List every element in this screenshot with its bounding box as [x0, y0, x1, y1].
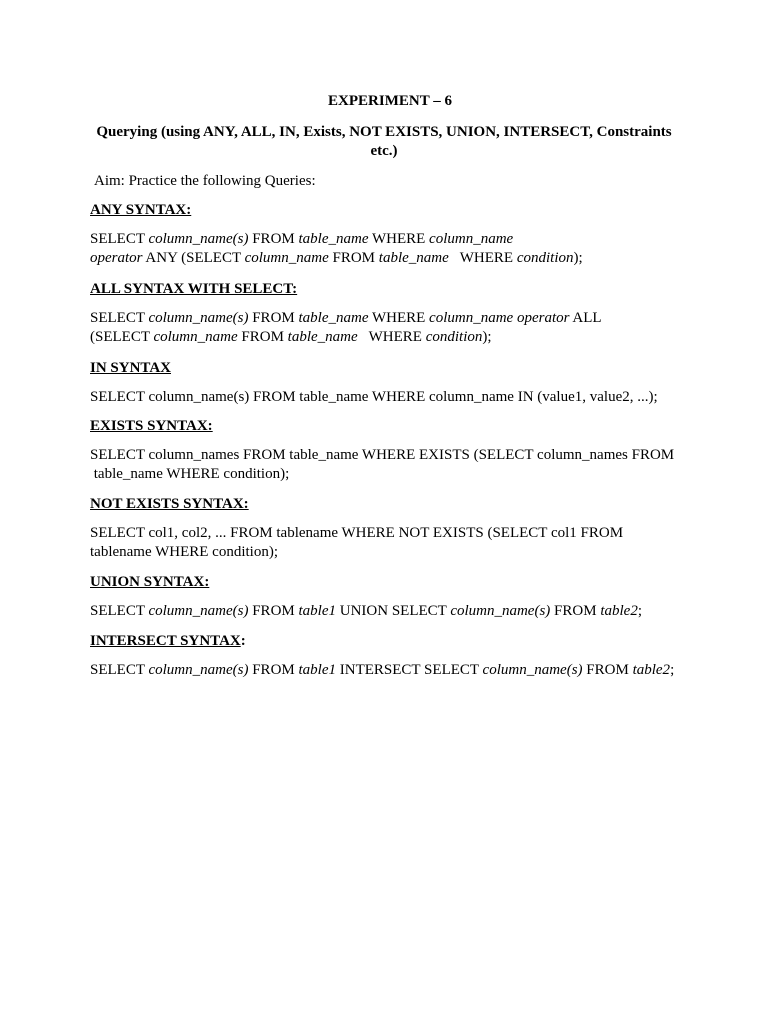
exists-syntax-heading: EXISTS SYNTAX: — [90, 418, 213, 434]
all-line-2: (SELECT column_name FROM table_name WHERE condition); — [90, 329, 492, 345]
not-exists-line-2: tablename WHERE condition); — [90, 544, 279, 560]
union-syntax-heading: UNION SYNTAX: — [90, 574, 210, 590]
all-syntax-heading: ALL SYNTAX WITH SELECT: — [90, 281, 298, 297]
in-syntax-code: SELECT column_name(s) FROM table_name WHERE column_name IN (value1, value2, ...); — [90, 389, 658, 405]
aim-text: Aim: Practice the following Queries: — [94, 173, 316, 189]
all-syntax-code — [90, 309, 690, 347]
in-syntax-heading: IN SYNTAX — [90, 360, 171, 376]
not-exists-syntax-heading: NOT EXISTS SYNTAX: — [90, 496, 249, 512]
intersect-syntax-code: SELECT column_name(s) FROM table1 INTERSECT SELECT column_name(s) FROM table2; — [90, 662, 675, 678]
any-syntax-code — [90, 230, 690, 268]
all-line-1: SELECT column_name(s) FROM table_name WHERE column_name operator ALL — [90, 310, 602, 326]
not-exists-syntax-code — [90, 524, 690, 562]
experiment-title: EXPERIMENT – 6 — [328, 93, 452, 109]
subtitle-line-1: Querying (using ANY, ALL, IN, Exists, NOT EXISTS, UNION, INTERSECT, Constraints — [96, 124, 672, 140]
union-syntax-code: SELECT column_name(s) FROM table1 UNION SELECT column_name(s) FROM table2; — [90, 603, 642, 619]
experiment-subtitle — [80, 123, 688, 161]
exists-line-1: SELECT column_names FROM table_name WHERE EXISTS (SELECT column_names FROM — [90, 447, 675, 463]
exists-syntax-code — [90, 446, 690, 484]
exists-line-2: table_name WHERE condition); — [90, 466, 290, 482]
any-line-1: SELECT column_name(s) FROM table_name WHERE column_name — [90, 231, 514, 247]
intersect-syntax-heading: INTERSECT SYNTAX: — [90, 633, 246, 649]
any-line-2: operator ANY (SELECT column_name FROM table_name WHERE condition); — [90, 250, 583, 266]
subtitle-line-2: etc.) — [370, 143, 398, 159]
any-syntax-heading: ANY SYNTAX: — [90, 202, 192, 218]
not-exists-line-1: SELECT col1, col2, ... FROM tablename WHERE NOT EXISTS (SELECT col1 FROM — [90, 525, 624, 541]
